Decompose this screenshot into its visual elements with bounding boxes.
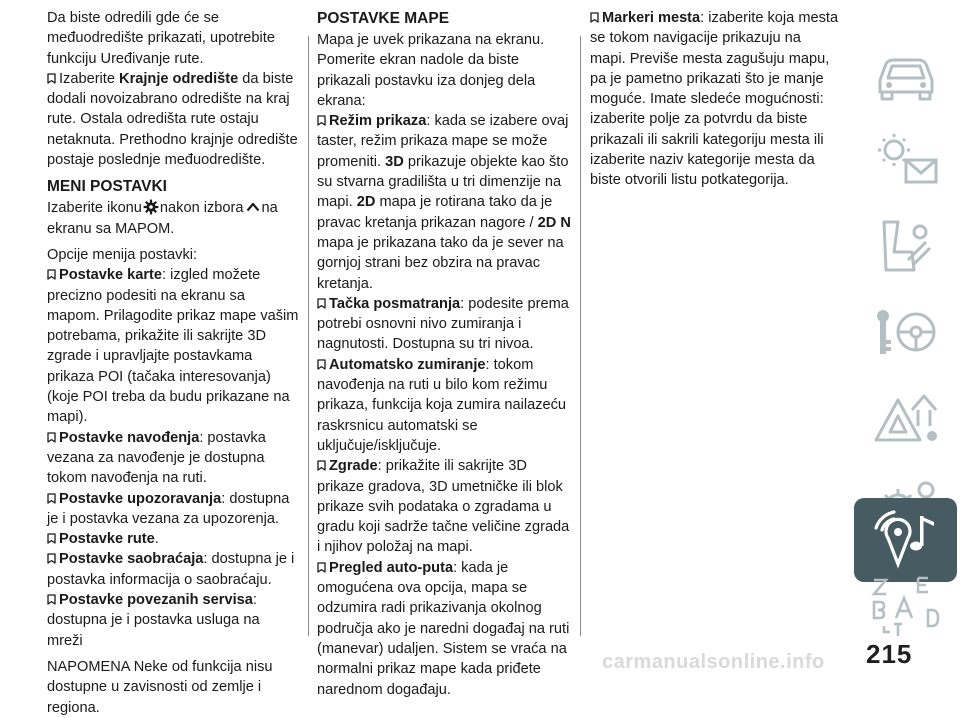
bookmark-icon [590,12,599,23]
section-heading: MENI POSTAVKI [47,178,167,196]
paragraph: Mapa je uvek prikazana na ekranu. Pomerite ekran nadole da biste prikazali postavku iza donjeg dela ekrana: [317,32,545,109]
list-item: Postavke saobraćaja: dostupna je i postavka informacija o saobraćaju. [47,551,295,588]
list-item: Postavke rute. [47,529,299,549]
bookmark-icon [47,553,56,564]
bookmark-icon [317,115,326,126]
column-divider [580,36,581,636]
list-item: Postavke navođenja: postavka vezana za navođenje je dostupna tokom navođenja na ruti. [47,429,266,487]
paragraph: Opcije menija postavki: [47,246,198,263]
tab-start-driving[interactable] [854,290,957,374]
list-item: Automatsko zumiranje: tokom navođenja na ruti u bilo kom režimu prikaza, funkcija koja zumira nailazeću raskrsnicu automatski se uključuje/isključuje. [317,356,567,454]
bookmark-icon [47,73,56,84]
list-item: Tačka posmatranja: podesite prema potrebi osnovni nivo zumiranja i nagnutosti. Dostupna su tri nivoa. [317,295,569,353]
chapter-tabs [851,0,960,620]
tab-warning-lights[interactable] [854,118,957,202]
bookmark-icon [47,594,56,605]
page-number: 215 [866,639,913,669]
tab-emergency[interactable] [854,376,957,460]
tab-index[interactable] [854,564,957,648]
bookmark-icon [317,298,326,309]
list-item: Pregled auto-puta: kada je omogućena ova opcija, mapa se odzumira radi prikazivanja okolnog područja ako je naredni događaj na ruti (manevar) udaljen. Sistem se vraća na normalni prikaz mape kada priđete narednom događaju. [317,559,570,698]
list-item: Režim prikaza: kada se izabere ovaj taster, režim prikaza mape se može promeniti. 3D prikazuje objekte kao što su stvarna gradilišta u tri dimenzije na mapi. 2D mapa je rotirana tako da je pravac kretanja prikazan nagore / 2D N mapa je prikazana tako da je sever na gornjoj strani bez obzira na pravac kretanja. [317,113,571,292]
car-icon [868,42,944,106]
bookmark-icon [47,269,56,280]
seat-airbag-icon [868,214,944,278]
list-item: Postavke povezanih servisa: dostupna je i postavka usluga na mreži [47,592,260,649]
column-3 [590,8,840,191]
index-letters-icon [868,574,944,638]
gear-icon [143,199,159,215]
bookmark-icon [317,359,326,370]
tab-vehicle[interactable] [854,32,957,116]
list-item: Zgrade: prikažite ili sakrijte 3D prikaze gradova, 3D umetničke ili blok prikaze svih podataka o zgradama u gradu koji sadrže tačne veličine zgrada i njihov položaj na mapi. [317,458,570,556]
paragraph: Da biste odredili gde će se međuodredište prikazati, upotrebite funkciju Uređivanje rute. [47,10,275,67]
list-item: Postavke karte: izgled možete precizno podesiti na ekranu sa mapom. Prilagodite prikaz mape vašim potrebama, prikažite ili sakrijte 3D zgrade i upravljajte postavkama prikaza POI (tačaka interesovanja) (koje POI treba da budu prikazane na mapi). [47,267,299,426]
warning-lights-icon [868,128,944,192]
column-1 [47,8,299,718]
note: NAPOMENA Neke od funkcija nisu dostupne u zavisnosti od zemlje i regiona. [47,658,273,716]
watermark: carmanualsonline.info [602,651,825,673]
column-2 [317,8,571,700]
list-item: Izaberite Krajnje odredište da biste dodali novoizabrano odredište na kraj rute. Ostala odredišta rute ostaju netaknuta. Prethodno krajnje odredište postaje poslednje međuodredište. [47,70,298,169]
list-item: Markeri mesta: izaberite koja mesta se tokom navigacije prikazuju na mapi. Previše mesta zagušuju mapu, pa je pametno prikazati što je manje moguće. Imate sledeće mogućnosti: izaberite polje za potvrdu da biste prikazali ili sakrili kategoriju mesta ili izaberite naziv kategorije mesta da biste otvorili listu potkategorija. [590,10,839,189]
section-heading: POSTAVKE MAPE [317,10,450,27]
bookmark-icon [47,493,56,504]
bookmark-icon [317,562,326,573]
bookmark-icon [47,533,56,544]
bookmark-icon [317,460,326,471]
paragraph: Izaberite ikonu nakon izbora na ekranu sa MAPOM. [47,200,278,237]
tab-safety[interactable] [854,204,957,288]
multimedia-icon [868,508,944,572]
column-divider [308,36,309,636]
chevron-up-icon [245,199,261,215]
bookmark-icon [47,432,56,443]
key-steering-icon [868,300,944,364]
list-item: Postavke upozoravanja: dostupna je i postavka vezana za upozorenja. [47,490,290,527]
warning-triangle-icon [868,386,944,450]
